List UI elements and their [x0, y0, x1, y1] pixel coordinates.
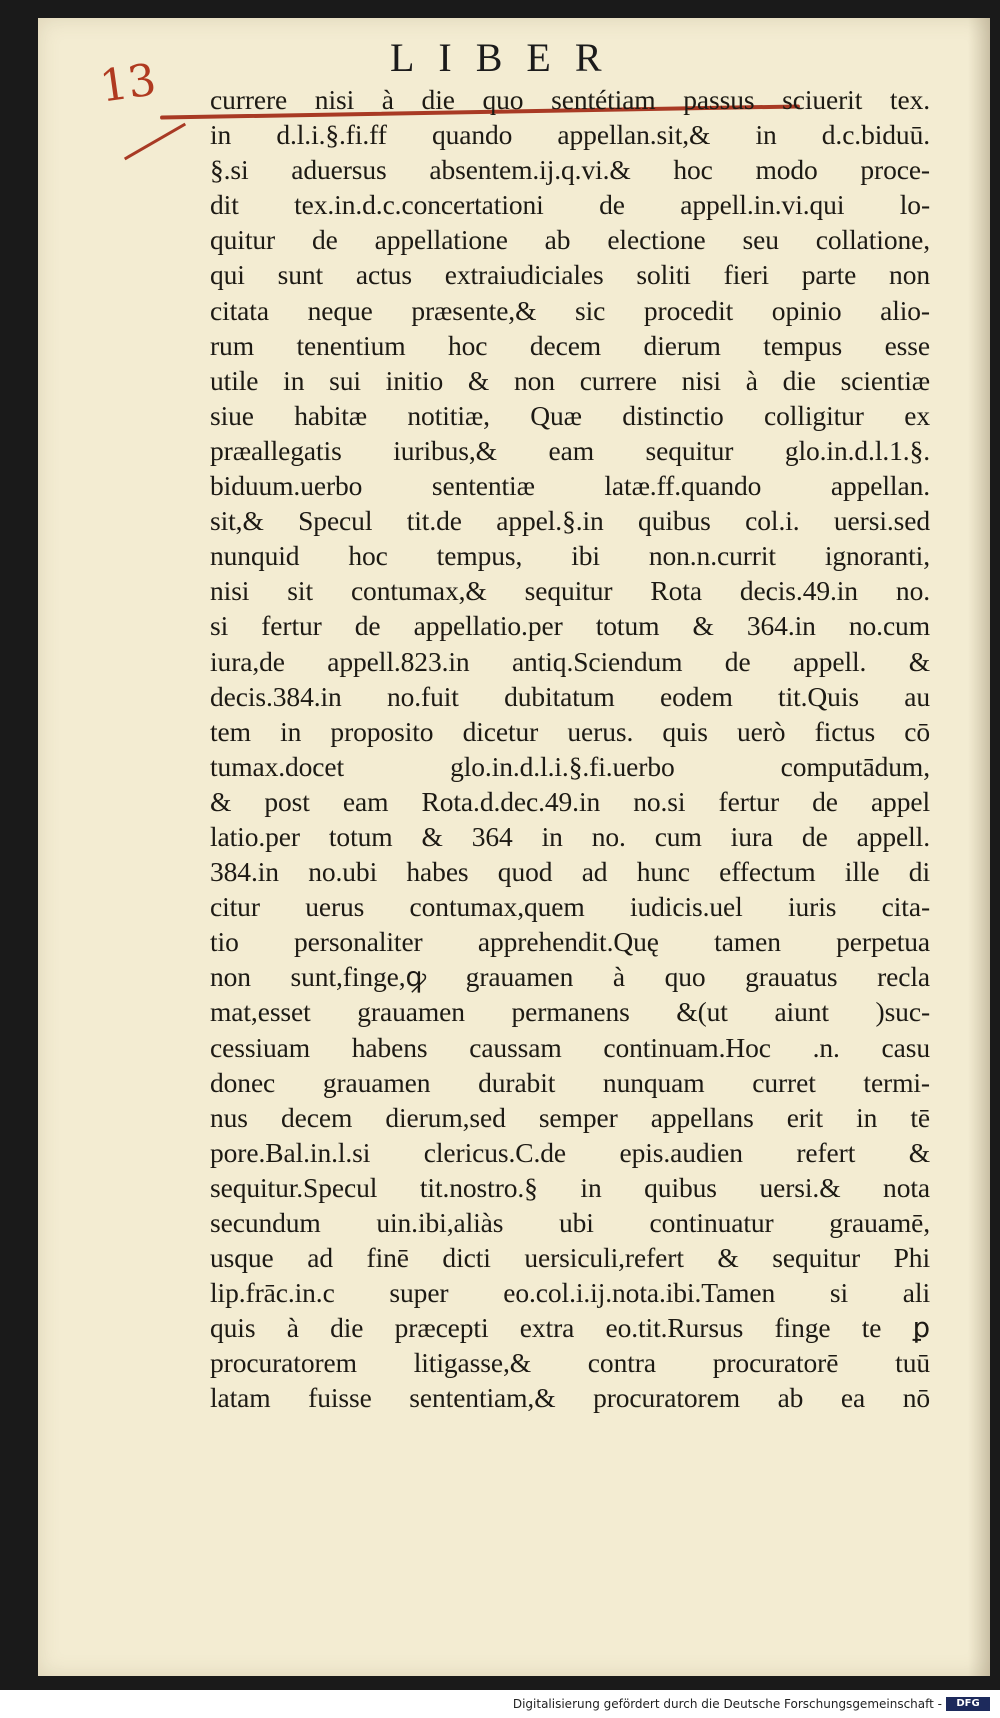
text-line: siue habitæ notitiæ, Quæ distinctio colligitur ex — [210, 399, 930, 431]
text-line: citur uerus contumax,quem iudicis.uel iuris cita- — [210, 891, 930, 923]
text-line: nus decem dierum,sed semper appellans erit in tē — [210, 1101, 930, 1133]
text-line: mat,esset grauamen permanens &(ut aiunt )suc- — [210, 996, 930, 1028]
text-line: §.si aduersus absentem.ij.q.vi.& hoc modo proce- — [210, 154, 930, 186]
text-line: dit tex.in.d.c.concertationi de appell.in.vi.qui lo- — [210, 189, 930, 221]
text-line: procuratorem litigasse,& contra procuratorē tuū — [210, 1347, 930, 1379]
text-line: tio personaliter apprehendit.Quę tamen perpetua — [210, 926, 930, 958]
text-line: non sunt,finge,ꝙ grauamen à quo grauatus recla — [210, 961, 930, 993]
text-line: latam fuisse sententiam,& procuratorem ab ea nō — [210, 1382, 930, 1414]
text-line: si fertur de appellatio.per totum & 364.in no.cum — [210, 610, 930, 642]
text-line: in d.l.i.§.fi.ff quando appellan.sit,& in d.c.biduū. — [210, 119, 930, 151]
text-line: qui sunt actus extraiudiciales soliti fieri parte non — [210, 259, 930, 291]
text-line: quis à die præcepti extra eo.tit.Rursus finge te ꝑ — [210, 1312, 930, 1344]
text-line: rum tenentium hoc decem dierum tempus esse — [210, 329, 930, 361]
text-line: quitur de appellatione ab electione seu collatione, — [210, 224, 930, 256]
text-line: sit,& Specul tit.de appel.§.in quibus col.i. uersi.sed — [210, 505, 930, 537]
funding-credit: Digitalisierung gefördert durch die Deutsche Forschungsgemeinschaft - — [512, 1697, 942, 1711]
text-line: pore.Bal.in.l.si clericus.C.de epis.audien refert & — [210, 1136, 930, 1168]
running-head: LIBER — [390, 35, 626, 80]
body-text — [210, 82, 930, 1416]
text-line: biduum.uerbo sententiæ latæ.ff.quando appellan. — [210, 470, 930, 502]
dfg-logo: DFG — [946, 1697, 990, 1711]
text-line: 384.in no.ubi habes quod ad hunc effectum ille di — [210, 856, 930, 888]
text-line: currere nisi à die quo sentétiam passus sciuerit tex. — [210, 84, 930, 115]
text-line: tumax.docet glo.in.d.l.i.§.fi.uerbo computādum, — [210, 750, 930, 782]
marginal-annotation: 13 — [96, 54, 160, 113]
text-line: usque ad finē dicti uersiculi,refert & sequitur Phi — [210, 1242, 930, 1274]
text-line: nisi sit contumax,& sequitur Rota decis.49.in no. — [210, 575, 930, 607]
text-line: cessiuam habens caussam continuam.Hoc .n. casu — [210, 1031, 930, 1063]
text-line: præallegatis iuribus,& eam sequitur glo.in.d.l.1.§. — [210, 434, 930, 466]
text-line: utile in sui initio & non currere nisi à die scientiæ — [210, 364, 930, 396]
text-line: nunquid hoc tempus, ibi non.n.currit ignoranti, — [210, 540, 930, 572]
text-line: sequitur.Specul tit.nostro.§ in quibus uersi.& nota — [210, 1171, 930, 1203]
text-line: iura,de appell.823.in antiq.Sciendum de appell. & — [210, 645, 930, 677]
text-line: decis.384.in no.fuit dubitatum eodem tit.Quis au — [210, 680, 930, 712]
text-line: donec grauamen durabit nunquam curret termi- — [210, 1066, 930, 1098]
text-line: & post eam Rota.d.dec.49.in no.si fertur de appel — [210, 785, 930, 817]
text-line: secundum uin.ibi,aliàs ubi continuatur grauamē, — [210, 1207, 930, 1238]
page-edge-shadow — [968, 18, 990, 1676]
text-line: lip.frāc.in.c super eo.col.i.ij.nota.ibi.Tamen si ali — [210, 1277, 930, 1309]
text-line: citata neque præsente,& sic procedit opinio alio- — [210, 294, 930, 326]
text-line: latio.per totum & 364 in no. cum iura de appell. — [210, 820, 930, 852]
text-line: tem in proposito dicetur uerus. quis uerò fictus cō — [210, 715, 930, 747]
